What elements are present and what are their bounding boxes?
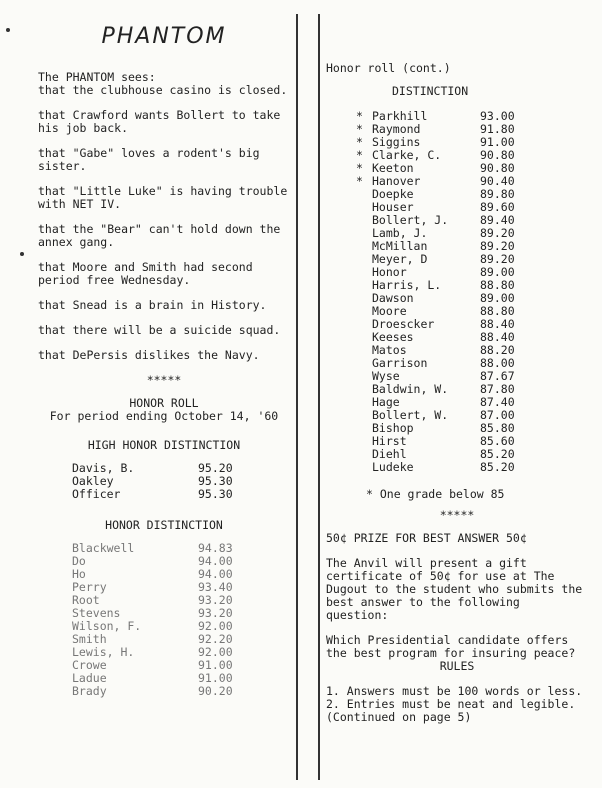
phantom-item: that "Little Luke" is having trouble with NET IV. [38,184,288,211]
roll-name: Do [72,554,86,568]
roll-name: Keeton [372,161,414,175]
roll-mark [356,240,372,253]
prize-question: Which Presidential candidate offers the best program for insuring peace? [326,633,576,660]
roll-score: 88.80 [480,304,515,318]
separator-stars: ***** [439,508,475,522]
roll-name: Matos [372,343,407,357]
roll-score: 87.40 [480,395,515,409]
phantom-intro: The PHANTOM sees: that the clubhouse casino is closed. [38,70,288,97]
roll-name: Blackwell [72,541,135,555]
roll-score: 85.80 [480,421,515,435]
roll-name: Ladue [72,671,107,685]
roll-score: 92.00 [198,645,233,659]
roll-score: 95.20 [198,461,233,475]
phantom-item: that "Gabe" loves a rodent's big sister. [38,146,260,173]
roll-mark [356,292,372,305]
roll-name: Hage [372,395,400,409]
honor-roll-continued-column [326,18,588,724]
rules-heading: RULES [439,659,475,673]
honor-roll-title: HONOR ROLL [129,396,199,410]
roll-mark [356,227,372,240]
roll-name: Dawson [372,291,414,305]
roll-score: 88.80 [480,278,515,292]
roll-row [356,461,530,474]
phantom-item: that DePersis dislikes the Navy. [38,348,260,362]
column-divider-right [318,14,320,780]
roll-mark [356,370,372,383]
roll-name: Smith [72,632,107,646]
roll-score: 90.80 [480,161,515,175]
roll-mark [356,409,372,422]
roll-mark [356,357,372,370]
roll-mark [356,318,372,331]
phantom-item: that the "Bear" can't hold down the annex gang. [38,222,281,249]
roll-score: 93.20 [198,606,233,620]
prize-heading: 50¢ PRIZE FOR BEST ANSWER 50¢ [326,531,527,545]
roll-score: 92.20 [198,632,233,646]
roll-name: Hirst [372,434,407,448]
roll-mark [356,422,372,435]
roll-name: Brady [72,684,107,698]
phantom-item: that Snead is a brain in History. [38,298,267,312]
roll-name: Droescker [372,317,435,331]
honor-table [72,542,248,698]
phantom-item: that Moore and Smith had second period free Wednesday. [38,260,253,287]
phantom-column [38,18,290,698]
roll-score: 89.20 [480,252,515,266]
roll-score: 85.20 [480,447,515,461]
roll-name: Lewis, H. [72,645,135,659]
roll-mark [356,331,372,344]
roll-mark: * [356,148,363,162]
roll-mark [356,201,372,214]
roll-mark: * [356,174,363,188]
roll-name: Bollert, W. [372,408,449,422]
roll-score: 87.67 [480,369,515,383]
roll-score: 89.60 [480,200,515,214]
roll-score: 89.20 [480,239,515,253]
roll-score: 93.40 [198,580,233,594]
roll-name: Davis, B. [72,461,135,475]
roll-name: Baldwin, W. [372,382,449,396]
roll-score: 88.40 [480,317,515,331]
roll-name: Doepke [372,187,414,201]
roll-row [72,488,248,501]
distinction-heading: DISTINCTION [392,84,469,98]
roll-score: 91.00 [480,135,515,149]
honor-roll-cont-heading: Honor roll (cont.) [326,61,451,75]
roll-score: 94.00 [198,554,233,568]
roll-score: 87.80 [480,382,515,396]
roll-name: Wyse [372,369,400,383]
roll-mark: * [356,161,363,175]
margin-mark [20,252,24,256]
roll-name: Diehl [372,447,407,461]
roll-score: 87.00 [480,408,515,422]
roll-score: 85.60 [480,434,515,448]
honor-heading: HONOR DISTINCTION [105,518,223,532]
roll-score: 89.80 [480,187,515,201]
column-divider-left [296,14,298,780]
roll-score: 89.00 [480,265,515,279]
roll-name: Parkhill [372,109,428,123]
roll-mark: * [356,122,363,136]
roll-score: 94.83 [198,541,233,555]
roll-mark [356,383,372,396]
honor-roll-period: For period ending October 14, '60 [49,409,279,423]
roll-mark [356,279,372,292]
roll-mark [356,435,372,448]
roll-mark [356,448,372,461]
phantom-items [38,109,290,362]
roll-mark [356,266,372,279]
roll-score: 90.40 [480,174,515,188]
roll-score: 89.20 [480,226,515,240]
roll-name: Meyer, D [372,252,428,266]
roll-name: Perry [72,580,107,594]
distinction-table [356,110,530,474]
roll-score: 91.80 [480,122,515,136]
roll-name: Houser [372,200,414,214]
roll-name: Honor [372,265,407,279]
roll-score: 90.80 [480,148,515,162]
roll-name: Harris, L. [372,278,442,292]
roll-name: Keeses [372,330,414,344]
separator-stars: ***** [146,373,182,387]
phantom-item: that there will be a suicide squad. [38,323,281,337]
phantom-masthead: PHANTOM [101,24,227,49]
roll-name: Officer [72,487,121,501]
roll-name: Ludeke [372,460,414,474]
roll-score: 93.20 [198,593,233,607]
roll-name: Wilson, F. [72,619,142,633]
roll-name: Clarke, C. [372,148,442,162]
roll-mark [356,305,372,318]
high-honor-table [72,462,248,501]
roll-mark: * [356,109,363,123]
roll-name: Lamb, J. [372,226,428,240]
roll-name: Raymond [372,122,421,136]
prize-body: The Anvil will present a gift certificate of 50¢ for use at The Dugout to the student who submits the best answer to the following question: [326,556,583,622]
rules-list [326,685,588,724]
roll-score: 91.00 [198,671,233,685]
roll-name: Root [72,593,100,607]
distinction-footnote: * One grade below 85 [366,487,505,501]
rule-item: 2. Entries must be neat and legible. (Continued on page 5) [326,697,576,724]
roll-score: 89.40 [480,213,515,227]
phantom-item: that Crawford wants Bollert to take his job back. [38,108,281,135]
roll-score: 88.40 [480,330,515,344]
roll-mark [356,344,372,357]
roll-mark: * [356,135,363,149]
roll-mark [356,461,372,474]
roll-name: Moore [372,304,407,318]
roll-name: Ho [72,567,86,581]
roll-name: Bishop [372,421,414,435]
roll-score: 95.30 [198,474,233,488]
roll-name: Crowe [72,658,107,672]
roll-mark [356,253,372,266]
roll-mark [356,396,372,409]
roll-score: 88.00 [480,356,515,370]
roll-score: 88.20 [480,343,515,357]
roll-score: 91.00 [198,658,233,672]
roll-name: Bollert, J. [372,213,449,227]
roll-mark [356,188,372,201]
roll-mark [356,214,372,227]
margin-mark [6,28,10,32]
roll-score: 92.00 [198,619,233,633]
roll-score: 89.00 [480,291,515,305]
high-honor-heading: HIGH HONOR DISTINCTION [87,438,241,452]
roll-score: 94.00 [198,567,233,581]
roll-score: 95.30 [198,487,233,501]
roll-name: Oakley [72,474,114,488]
rule-item: 1. Answers must be 100 words or less. [326,684,583,698]
roll-score: 85.20 [480,460,515,474]
roll-name: Garrison [372,356,428,370]
roll-score: 90.20 [198,684,233,698]
roll-name: Hanover [372,174,421,188]
roll-name: Stevens [72,606,121,620]
roll-name: Siggins [372,135,421,149]
roll-row [72,685,248,698]
roll-score: 93.00 [480,109,515,123]
roll-name: McMillan [372,239,428,253]
